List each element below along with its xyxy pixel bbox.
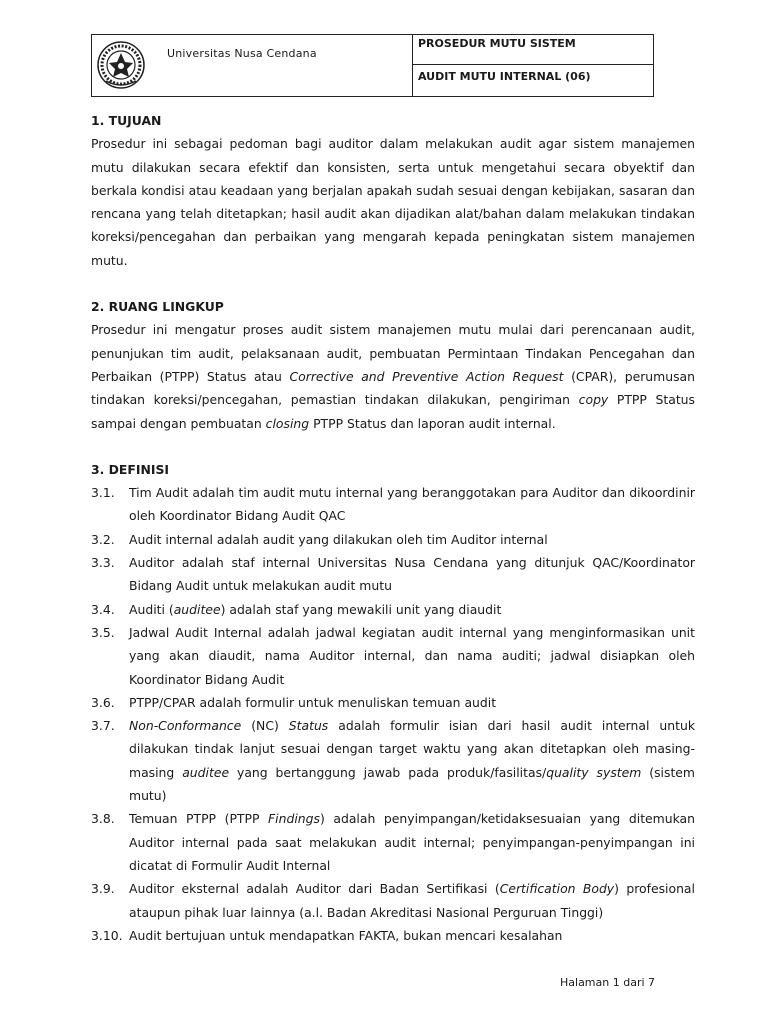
definition-item: 3.4. Auditi (auditee) adalah staf yang mewakili unit yang diaudit: [91, 601, 502, 617]
document-header: [91, 34, 654, 97]
section-title-tujuan: 1. TUJUAN: [91, 113, 162, 128]
university-name: Universitas Nusa Cendana: [167, 47, 317, 60]
definition-item: 3.10. Audit bertujuan untuk mendapatkan FAKTA, bukan mencari kesalahan: [91, 927, 563, 943]
definition-item: 3.9. Auditor eksternal adalah Auditor dari Badan Sertifikasi (Certification Body) profesional ataupun pihak luar lainnya (a.l. Badan Akreditasi Nasional Perguruan Tinggi): [91, 881, 695, 920]
header-institution-cell: [92, 35, 413, 96]
document-body: [91, 109, 695, 947]
section-title-ruang-lingkup: 2. RUANG LINGKUP: [91, 299, 224, 315]
definition-item: 3.1. Tim Audit adalah tim audit mutu internal yang beranggotakan para Auditor dan dikoordinir oleh Koordinator Bidang Audit QAC: [91, 485, 695, 524]
page-number: Halaman 1 dari 7: [560, 976, 656, 989]
ruang-lingkup-paragraph: Prosedur ini mengatur proses audit sistem manajemen mutu mulai dari perencanaan audit, penunjukan tim audit, pelaksanaan audit, pembuatan Permintaan Tindakan Pencegahan dan Perbaikan (PTPP) Status atau Corrective and Preventive Action Request (CPAR), perumusan tindakan koreksi/pencegahan, pemastian tindakan dilakukan, pengiriman copy PTPP Status sampai dengan pembuatan closing PTPP Status dan laporan audit internal.: [91, 322, 695, 431]
definition-item: 3.5. Jadwal Audit Internal adalah jadwal kegiatan audit internal yang menginformasikan unit yang akan diaudit, nama Auditor internal, dan nama auditi; jadwal disiapkan oleh Koordinator Bidang Audit: [91, 624, 695, 687]
header-title-cell: [413, 35, 653, 96]
definition-item: 3.2. Audit internal adalah audit yang dilakukan oleh tim Auditor internal: [91, 531, 548, 547]
definition-item: 3.8. Temuan PTPP (PTPP Findings) adalah penyimpangan/ketidaksesuaian yang ditemukan Auditor internal pada saat melakukan audit internal; penyimpangan-penyimpangan ini dicatat di Formulir Audit Internal: [91, 811, 695, 873]
tujuan-paragraph: Prosedur ini sebagai pedoman bagi auditor dalam melakukan audit agar sistem manajemen mutu dilakukan secara efektif dan konsisten, serta untuk mengetahui secara obyektif dan berkala kondisi atau keadaan yang berjalan apakah sudah sesuai dengan kebijakan, sasaran dan rencana yang telah ditetapkan; hasil audit akan dijadikan alat/bahan dalam melakukan tindakan koreksi/pencegahan dan perbaikan yang mengarah kepada peningkatan sistem manajemen mutu.: [91, 136, 695, 268]
doc-category: PROSEDUR MUTU SISTEM: [418, 37, 576, 50]
definition-item: 3.3. Auditor adalah staf internal Universitas Nusa Cendana yang ditunjuk QAC/Koordinator Bidang Audit untuk melakukan audit mutu: [91, 555, 695, 594]
doc-title: AUDIT MUTU INTERNAL (06): [413, 64, 653, 97]
definition-item: 3.6. PTPP/CPAR adalah formulir untuk menuliskan temuan audit: [91, 694, 497, 710]
university-logo-icon: [96, 40, 146, 90]
definition-item: 3.7. Non-Conformance (NC) Status adalah formulir isian dari hasil audit internal untuk dilakukan tindak lanjut sesuai dengan target waktu yang akan ditetapkan oleh masing-masing auditee yang bertanggung jawab pada produk/fasilitas/quality system (sistem mutu): [91, 718, 695, 804]
section-title-definisi: 3. DEFINISI: [91, 461, 169, 477]
